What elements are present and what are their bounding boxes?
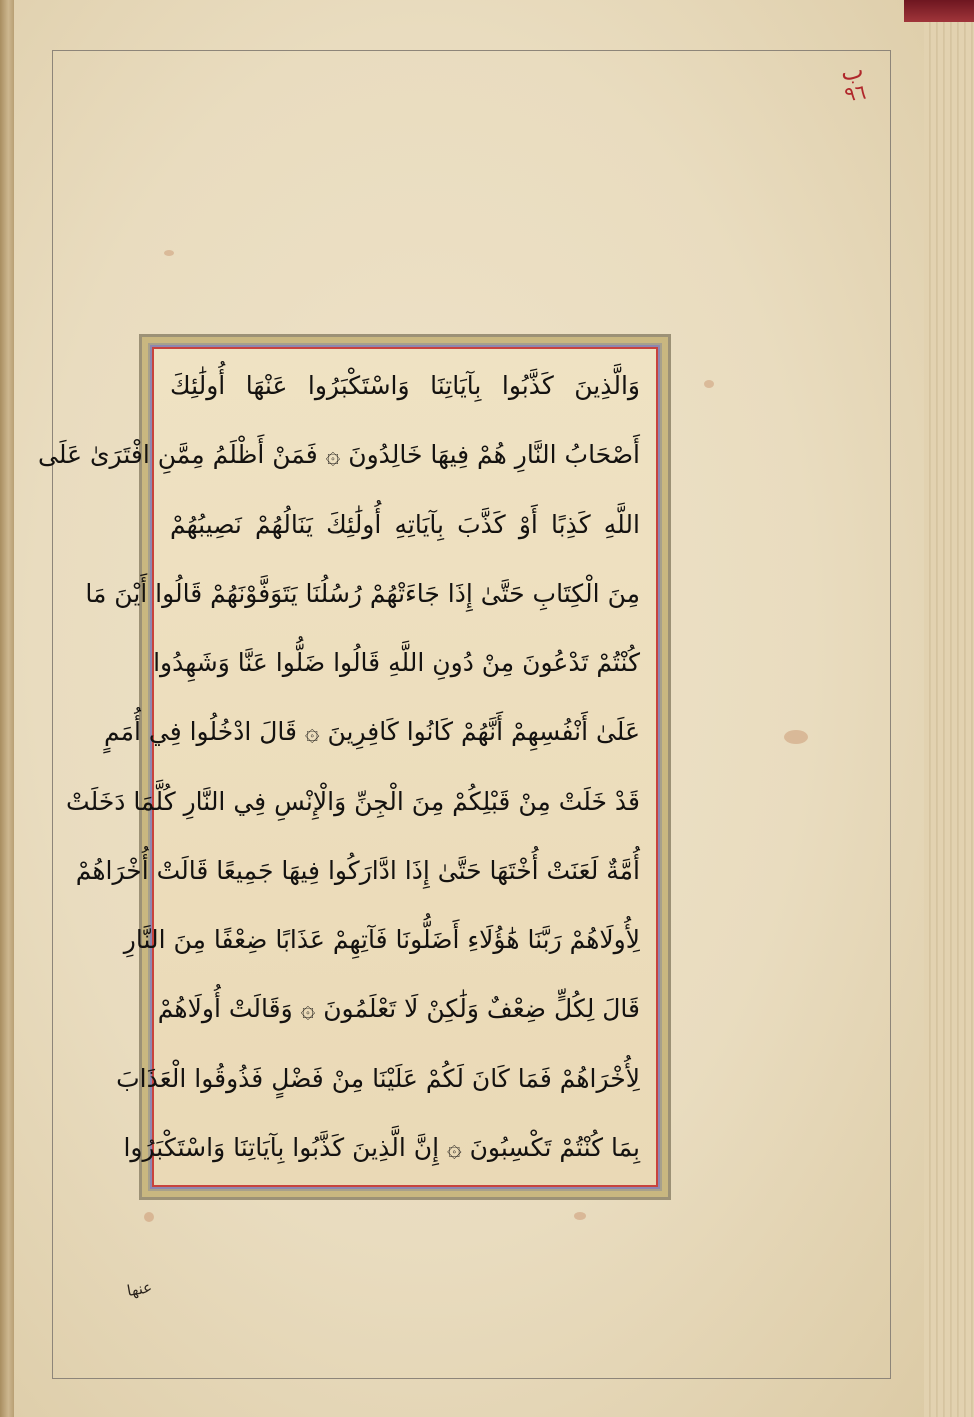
text-panel bbox=[38, 349, 656, 1185]
text-line-2: أَصْحَابُ النَّارِ هُمْ فِيهَا خَالِدُونَ ۞ فَمَنْ أَظْلَمُ مِمَّنِ افْتَرَىٰ عَلَى bbox=[38, 440, 640, 470]
frame-inner-3 bbox=[38, 347, 658, 1187]
folio-numeral: ٩٦ bbox=[842, 79, 868, 107]
text-line-4: مِنَ الْكِتَابِ حَتَّىٰ إِذَا جَاءَتْهُمْ رُسُلُنَا يَتَوَفَّوْنَهُمْ قَالُوا أَيْنَ مَا bbox=[85, 578, 640, 608]
text-block-frame bbox=[38, 334, 671, 1200]
binding-top bbox=[904, 0, 974, 22]
text-line-9: لِأُولَاهُمْ رَبَّنَا هَٰؤُلَاءِ أَضَلُّونَا فَآتِهِمْ عَذَابًا ضِعْفًا مِنَ النَّارِ bbox=[123, 925, 640, 955]
gold-border bbox=[38, 337, 668, 1197]
text-line-8: أُمَّةٌ لَعَنَتْ أُخْتَهَا حَتَّىٰ إِذَا ادَّارَكُوا فِيهَا جَمِيعًا قَالَتْ أُخْرَاهُمْ bbox=[75, 855, 640, 885]
text-line-1: وَالَّذِينَ كَذَّبُوا بِآيَاتِنَا وَاسْتَكْبَرُوا عَنْهَا أُولَٰئِكَ bbox=[170, 371, 640, 400]
text-line-11: لِأُخْرَاهُمْ فَمَا كَانَ لَكُمْ عَلَيْنَا مِنْ فَضْلٍ فَذُوقُوا الْعَذَابَ bbox=[116, 1063, 640, 1093]
text-line-10: قَالَ لِكُلٍّ ضِعْفٌ وَلَٰكِنْ لَا تَعْلَمُونَ ۞ وَقَالَتْ أُولَاهُمْ bbox=[157, 994, 640, 1024]
frame-inner-1 bbox=[38, 343, 662, 1191]
text-line-3: اللَّهِ كَذِبًا أَوْ كَذَّبَ بِآيَاتِهِ أُولَٰئِكَ يَنَالُهُمْ نَصِيبُهُمْ bbox=[170, 509, 640, 539]
text-line-6: عَلَىٰ أَنْفُسِهِمْ أَنَّهُمْ كَانُوا كَافِرِينَ ۞ قَالَ ادْخُلُوا فِي أُمَمٍ bbox=[103, 717, 640, 747]
folio-mark: ب bbox=[838, 55, 866, 87]
text-line-12: بِمَا كُنْتُمْ تَكْسِبُونَ ۞ إِنَّ الَّذِينَ كَذَّبُوا بِآيَاتِنَا وَاسْتَكْبَرُوا bbox=[123, 1132, 640, 1162]
text-line-7: قَدْ خَلَتْ مِنْ قَبْلِكُمْ مِنَ الْجِنِّ وَالْإِنْسِ فِي النَّارِ كُلَّمَا دَخَلَتْ bbox=[66, 786, 640, 816]
catchword: عنها bbox=[125, 1277, 154, 1301]
text-line-5: كُنْتُمْ تَدْعُونَ مِنْ دُونِ اللَّهِ قَالُوا ضَلُّوا عَنَّا وَشَهِدُوا bbox=[153, 648, 640, 678]
folio-number bbox=[829, 57, 880, 113]
page-stack-edge bbox=[924, 0, 974, 1417]
manuscript-page bbox=[14, 0, 924, 1417]
left-page-edge bbox=[0, 0, 14, 1417]
frame-inner-2 bbox=[38, 345, 660, 1189]
